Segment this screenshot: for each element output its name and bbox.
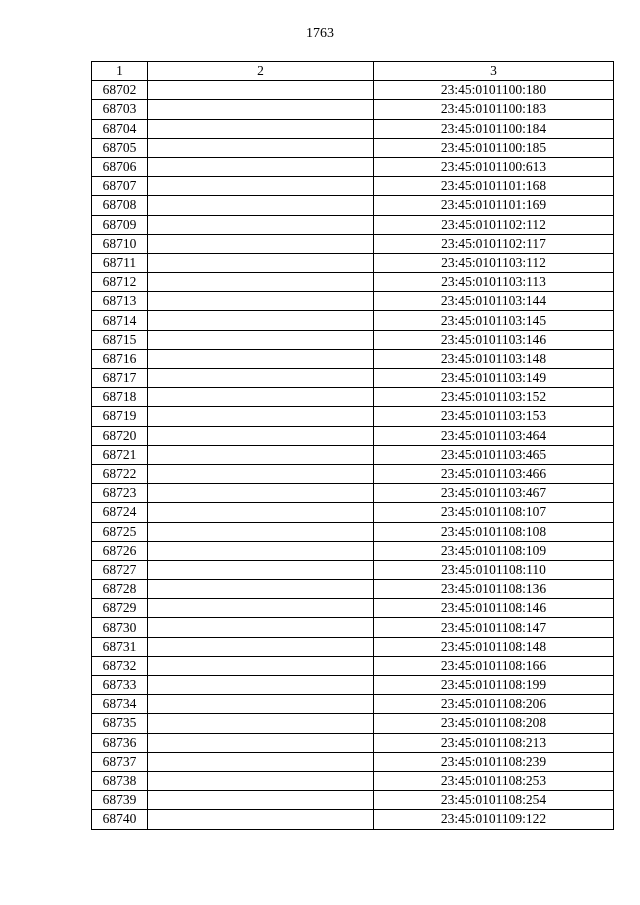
table-row xyxy=(92,522,614,541)
empty-cell xyxy=(148,714,374,733)
empty-cell xyxy=(148,407,374,426)
table-row xyxy=(92,407,614,426)
cadastral-number-cell: 23:45:0101108:206 xyxy=(374,695,614,714)
cadastral-number-cell: 23:45:0101108:166 xyxy=(374,656,614,675)
row-number-cell: 68733 xyxy=(92,676,148,695)
empty-cell xyxy=(148,349,374,368)
cadastral-number-cell: 23:45:0101103:465 xyxy=(374,445,614,464)
empty-cell xyxy=(148,618,374,637)
table-row xyxy=(92,656,614,675)
cadastral-number-cell: 23:45:0101103:144 xyxy=(374,292,614,311)
table-row xyxy=(92,695,614,714)
cadastral-table xyxy=(91,61,614,830)
empty-cell xyxy=(148,81,374,100)
table-row xyxy=(92,503,614,522)
row-number-cell: 68707 xyxy=(92,177,148,196)
cadastral-number-cell: 23:45:0101100:185 xyxy=(374,138,614,157)
row-number-cell: 68716 xyxy=(92,349,148,368)
cadastral-number-cell: 23:45:0101108:148 xyxy=(374,637,614,656)
cadastral-number-cell: 23:45:0101103:112 xyxy=(374,253,614,272)
cadastral-number-cell: 23:45:0101100:184 xyxy=(374,119,614,138)
empty-cell xyxy=(148,637,374,656)
column-header-1: 1 xyxy=(92,62,148,81)
empty-cell xyxy=(148,311,374,330)
empty-cell xyxy=(148,138,374,157)
empty-cell xyxy=(148,215,374,234)
table-row xyxy=(92,445,614,464)
table-row xyxy=(92,253,614,272)
row-number-cell: 68706 xyxy=(92,157,148,176)
row-number-cell: 68710 xyxy=(92,234,148,253)
cadastral-number-cell: 23:45:0101108:108 xyxy=(374,522,614,541)
row-number-cell: 68718 xyxy=(92,388,148,407)
table-row xyxy=(92,273,614,292)
cadastral-number-cell: 23:45:0101103:148 xyxy=(374,349,614,368)
cadastral-number-cell: 23:45:0101108:136 xyxy=(374,580,614,599)
row-number-cell: 68728 xyxy=(92,580,148,599)
table-row xyxy=(92,177,614,196)
table-row xyxy=(92,541,614,560)
table-row xyxy=(92,733,614,752)
row-number-cell: 68738 xyxy=(92,771,148,790)
cadastral-number-cell: 23:45:0101103:113 xyxy=(374,273,614,292)
table-row xyxy=(92,464,614,483)
cadastral-number-cell: 23:45:0101101:169 xyxy=(374,196,614,215)
row-number-cell: 68726 xyxy=(92,541,148,560)
column-header-2: 2 xyxy=(148,62,374,81)
row-number-cell: 68705 xyxy=(92,138,148,157)
row-number-cell: 68735 xyxy=(92,714,148,733)
cadastral-number-cell: 23:45:0101103:152 xyxy=(374,388,614,407)
empty-cell xyxy=(148,196,374,215)
empty-cell xyxy=(148,580,374,599)
row-number-cell: 68739 xyxy=(92,791,148,810)
row-number-cell: 68725 xyxy=(92,522,148,541)
table-row xyxy=(92,330,614,349)
cadastral-number-cell: 23:45:0101109:122 xyxy=(374,810,614,829)
row-number-cell: 68723 xyxy=(92,484,148,503)
table-row xyxy=(92,369,614,388)
cadastral-number-cell: 23:45:0101103:464 xyxy=(374,426,614,445)
empty-cell xyxy=(148,695,374,714)
empty-cell xyxy=(148,292,374,311)
empty-cell xyxy=(148,119,374,138)
cadastral-number-cell: 23:45:0101101:168 xyxy=(374,177,614,196)
empty-cell xyxy=(148,771,374,790)
table-row xyxy=(92,292,614,311)
empty-cell xyxy=(148,676,374,695)
empty-cell xyxy=(148,330,374,349)
cadastral-number-cell: 23:45:0101108:110 xyxy=(374,560,614,579)
cadastral-number-cell: 23:45:0101108:254 xyxy=(374,791,614,810)
row-number-cell: 68703 xyxy=(92,100,148,119)
empty-cell xyxy=(148,656,374,675)
cadastral-number-cell: 23:45:0101103:145 xyxy=(374,311,614,330)
table-body xyxy=(92,81,614,829)
cadastral-number-cell: 23:45:0101108:146 xyxy=(374,599,614,618)
cadastral-number-cell: 23:45:0101103:146 xyxy=(374,330,614,349)
empty-cell xyxy=(148,791,374,810)
cadastral-number-cell: 23:45:0101108:213 xyxy=(374,733,614,752)
empty-cell xyxy=(148,503,374,522)
table-row xyxy=(92,234,614,253)
empty-cell xyxy=(148,810,374,829)
empty-cell xyxy=(148,388,374,407)
table-row xyxy=(92,676,614,695)
cadastral-number-cell: 23:45:0101108:107 xyxy=(374,503,614,522)
empty-cell xyxy=(148,445,374,464)
cadastral-number-cell: 23:45:0101108:199 xyxy=(374,676,614,695)
row-number-cell: 68719 xyxy=(92,407,148,426)
row-number-cell: 68715 xyxy=(92,330,148,349)
row-number-cell: 68734 xyxy=(92,695,148,714)
cadastral-number-cell: 23:45:0101103:467 xyxy=(374,484,614,503)
table-row xyxy=(92,349,614,368)
cadastral-number-cell: 23:45:0101100:613 xyxy=(374,157,614,176)
row-number-cell: 68721 xyxy=(92,445,148,464)
row-number-cell: 68737 xyxy=(92,752,148,771)
empty-cell xyxy=(148,733,374,752)
cadastral-number-cell: 23:45:0101108:208 xyxy=(374,714,614,733)
table-row xyxy=(92,484,614,503)
row-number-cell: 68702 xyxy=(92,81,148,100)
cadastral-number-cell: 23:45:0101100:180 xyxy=(374,81,614,100)
table-row xyxy=(92,215,614,234)
cadastral-number-cell: 23:45:0101103:466 xyxy=(374,464,614,483)
row-number-cell: 68717 xyxy=(92,369,148,388)
empty-cell xyxy=(148,464,374,483)
empty-cell xyxy=(148,369,374,388)
row-number-cell: 68731 xyxy=(92,637,148,656)
row-number-cell: 68711 xyxy=(92,253,148,272)
column-header-3: 3 xyxy=(374,62,614,81)
empty-cell xyxy=(148,541,374,560)
row-number-cell: 68704 xyxy=(92,119,148,138)
table-row xyxy=(92,714,614,733)
empty-cell xyxy=(148,522,374,541)
empty-cell xyxy=(148,100,374,119)
cadastral-number-cell: 23:45:0101103:153 xyxy=(374,407,614,426)
table-row xyxy=(92,618,614,637)
row-number-cell: 68720 xyxy=(92,426,148,445)
table-row xyxy=(92,637,614,656)
page-number: 1763 xyxy=(306,26,334,41)
table-row xyxy=(92,311,614,330)
empty-cell xyxy=(148,484,374,503)
cadastral-number-cell: 23:45:0101108:109 xyxy=(374,541,614,560)
empty-cell xyxy=(148,253,374,272)
table-row xyxy=(92,771,614,790)
table-row xyxy=(92,426,614,445)
cadastral-number-cell: 23:45:0101108:253 xyxy=(374,771,614,790)
row-number-cell: 68709 xyxy=(92,215,148,234)
row-number-cell: 68724 xyxy=(92,503,148,522)
cadastral-number-cell: 23:45:0101102:112 xyxy=(374,215,614,234)
cadastral-number-cell: 23:45:0101100:183 xyxy=(374,100,614,119)
table-row xyxy=(92,791,614,810)
empty-cell xyxy=(148,177,374,196)
row-number-cell: 68730 xyxy=(92,618,148,637)
empty-cell xyxy=(148,426,374,445)
table-row xyxy=(92,580,614,599)
table-row xyxy=(92,119,614,138)
row-number-cell: 68732 xyxy=(92,656,148,675)
row-number-cell: 68727 xyxy=(92,560,148,579)
row-number-cell: 68714 xyxy=(92,311,148,330)
table-row xyxy=(92,196,614,215)
table-row xyxy=(92,560,614,579)
row-number-cell: 68708 xyxy=(92,196,148,215)
empty-cell xyxy=(148,560,374,579)
empty-cell xyxy=(148,599,374,618)
table-row xyxy=(92,138,614,157)
cadastral-number-cell: 23:45:0101102:117 xyxy=(374,234,614,253)
row-number-cell: 68722 xyxy=(92,464,148,483)
table-row xyxy=(92,752,614,771)
empty-cell xyxy=(148,234,374,253)
table-row xyxy=(92,388,614,407)
row-number-cell: 68736 xyxy=(92,733,148,752)
cadastral-number-cell: 23:45:0101108:239 xyxy=(374,752,614,771)
header-row xyxy=(92,62,614,81)
empty-cell xyxy=(148,273,374,292)
table-row xyxy=(92,810,614,829)
row-number-cell: 68740 xyxy=(92,810,148,829)
table-row xyxy=(92,599,614,618)
empty-cell xyxy=(148,157,374,176)
table-row xyxy=(92,100,614,119)
table-row xyxy=(92,81,614,100)
row-number-cell: 68712 xyxy=(92,273,148,292)
cadastral-number-cell: 23:45:0101108:147 xyxy=(374,618,614,637)
row-number-cell: 68729 xyxy=(92,599,148,618)
cadastral-number-cell: 23:45:0101103:149 xyxy=(374,369,614,388)
table-row xyxy=(92,157,614,176)
empty-cell xyxy=(148,752,374,771)
row-number-cell: 68713 xyxy=(92,292,148,311)
